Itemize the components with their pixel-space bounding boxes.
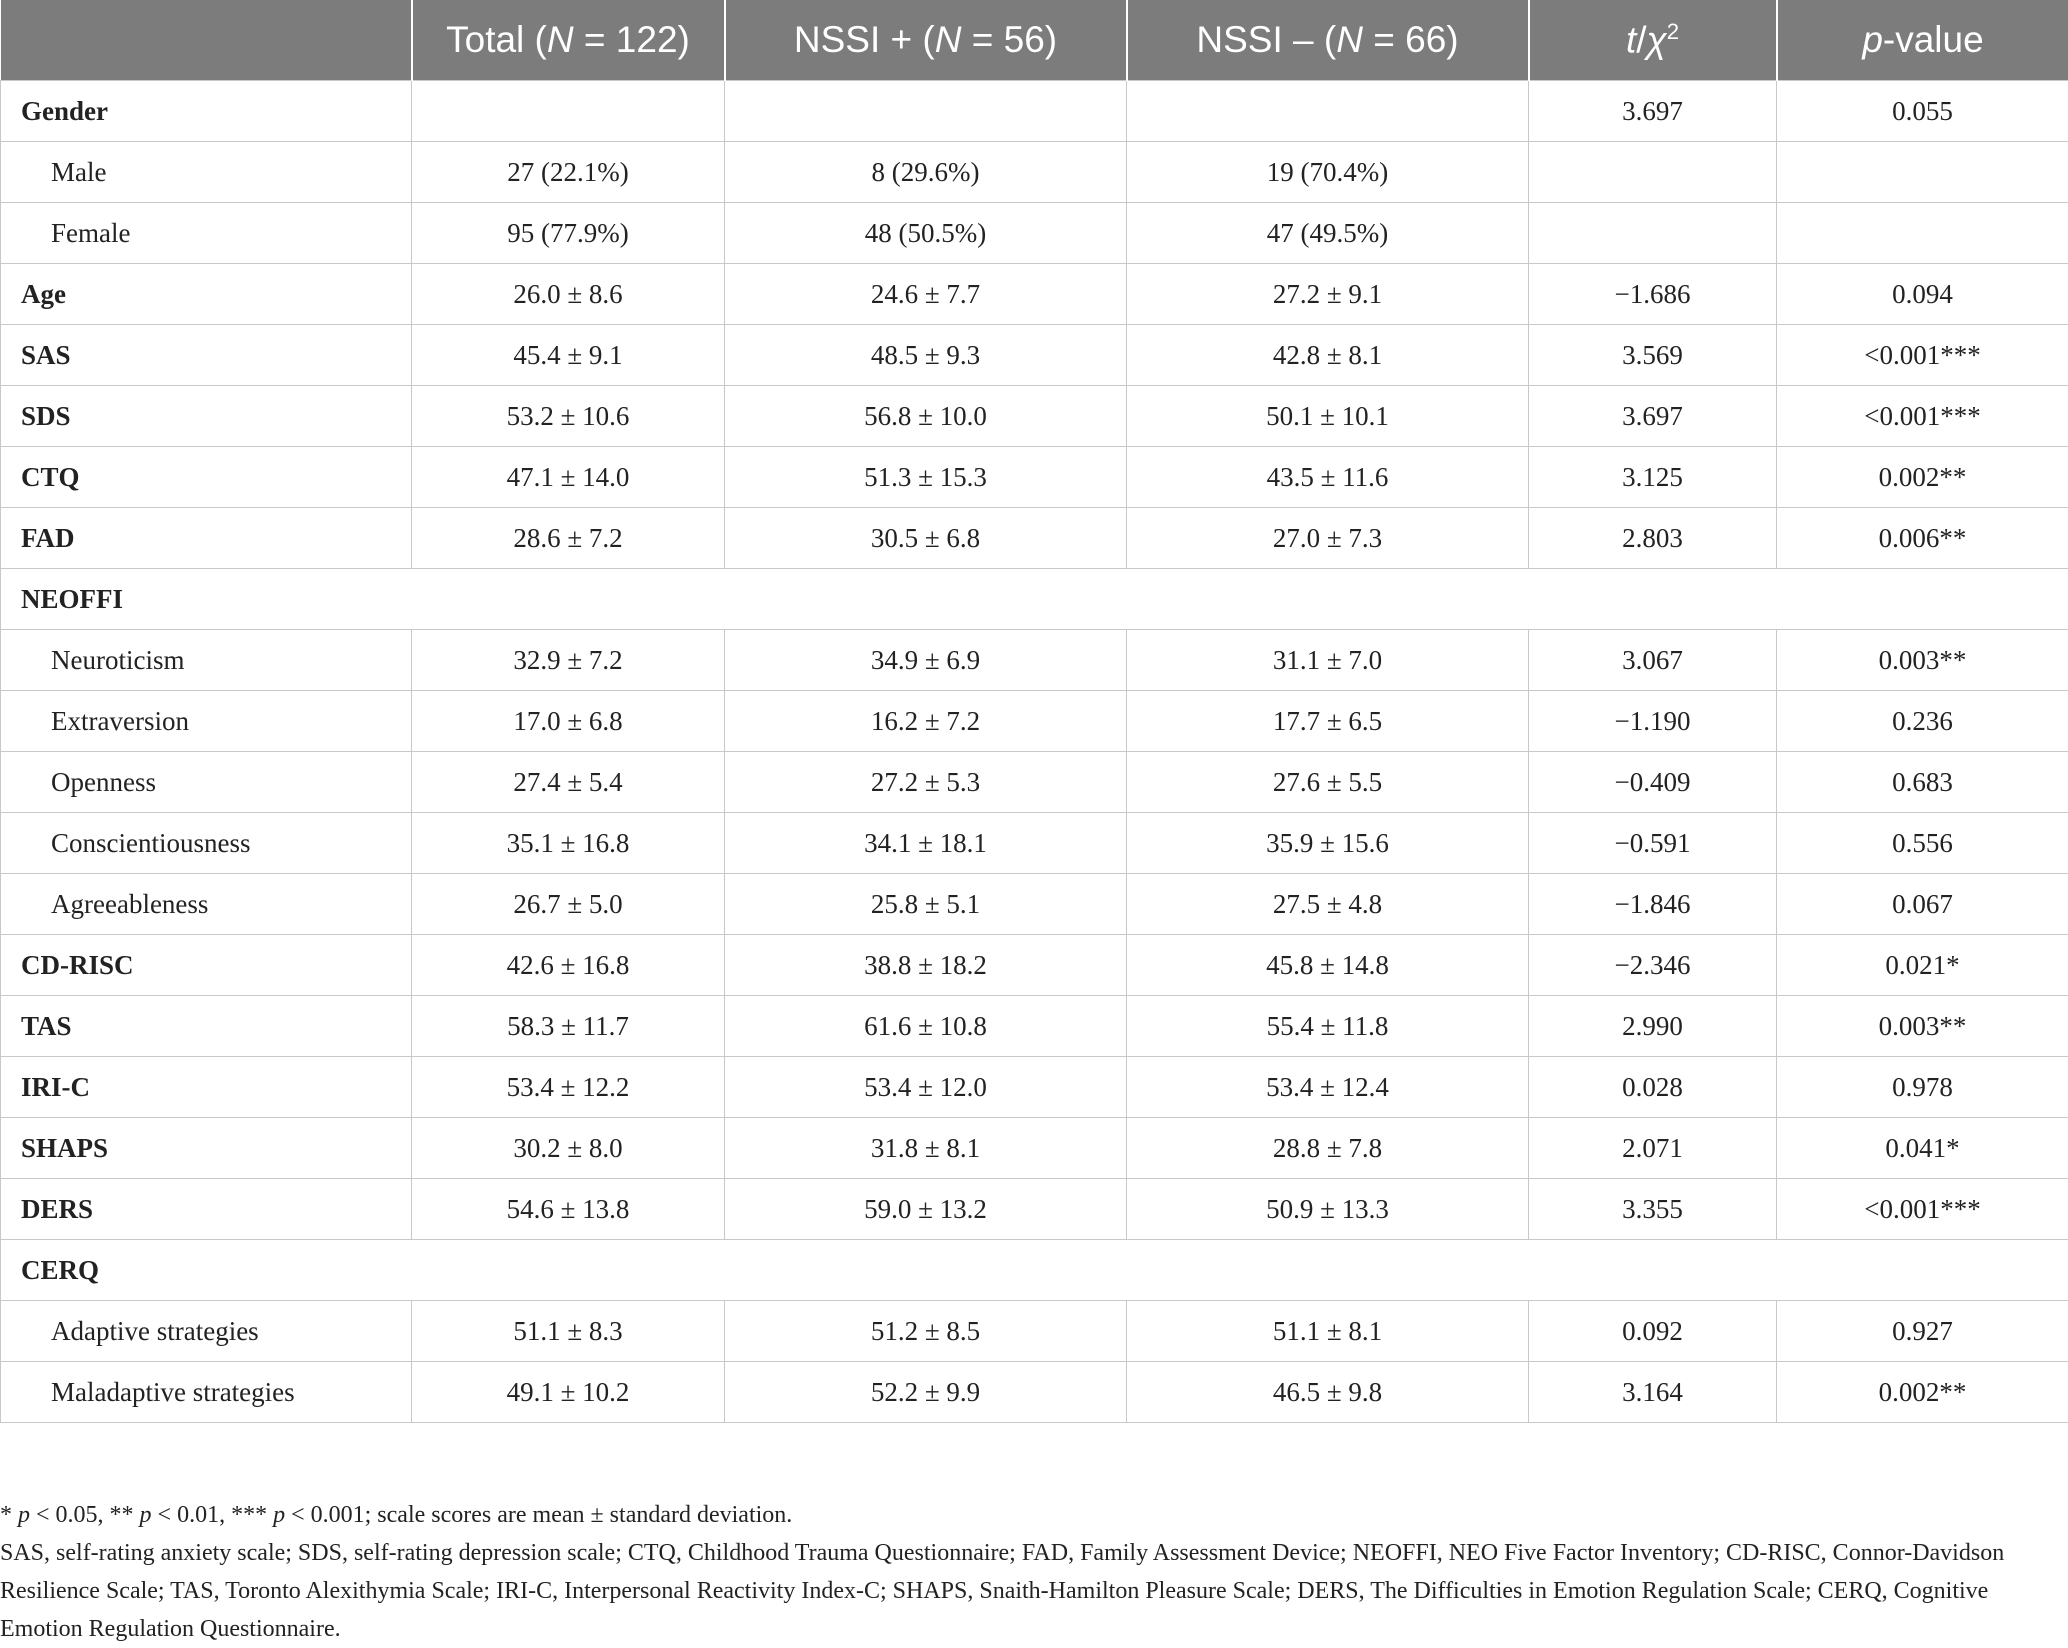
- cell-p-value: 0.002**: [1777, 1362, 2068, 1423]
- cell-total: 53.2 ± 10.6: [412, 386, 725, 447]
- cell-p-value: 0.041*: [1777, 1118, 2068, 1179]
- row-label: Female: [1, 203, 412, 264]
- row-label: Gender: [1, 81, 412, 142]
- cell-total: 17.0 ± 6.8: [412, 691, 725, 752]
- cell-nssi-minus: 45.8 ± 14.8: [1127, 935, 1529, 996]
- cell-statistic: [1529, 142, 1777, 203]
- cell-nssi-plus: 52.2 ± 9.9: [725, 1362, 1127, 1423]
- section-label: CERQ: [1, 1240, 412, 1301]
- table-row: [1, 1057, 2068, 1118]
- table-row: [1, 935, 2068, 996]
- cell-statistic: 3.355: [1529, 1179, 1777, 1240]
- cell-nssi-minus: 27.6 ± 5.5: [1127, 752, 1529, 813]
- cell-statistic: −0.591: [1529, 813, 1777, 874]
- cell-nssi-minus: 27.0 ± 7.3: [1127, 508, 1529, 569]
- cell-nssi-minus: [1127, 81, 1529, 142]
- row-label: FAD: [1, 508, 412, 569]
- abbreviations-note: SAS, self-rating anxiety scale; SDS, self-rating depression scale; CTQ, Childhood Trauma Questionnaire; FAD, Family Assessment Device; NEOFFI, NEO Five Factor Inventory; CD-RISC, Connor-Davidson Resilience Scale; TAS, Toronto Alexithymia Scale; IRI-C, Interpersonal Reactivity Index-C; SHAPS, Snaith-Hamilton Pleasure Scale; DERS, The Difficulties in Emotion Regulation Scale; CERQ, Cognitive Emotion Regulation Questionnaire.: [0, 1540, 2005, 1642]
- cell-p-value: 0.055: [1777, 81, 2068, 142]
- cell-total: 35.1 ± 16.8: [412, 813, 725, 874]
- table-row: [1, 1179, 2068, 1240]
- cell-p-value: 0.094: [1777, 264, 2068, 325]
- cell-p-value: [1777, 203, 2068, 264]
- cell-statistic: 3.697: [1529, 81, 1777, 142]
- cell-p-value: 0.021*: [1777, 935, 2068, 996]
- table-row: [1, 203, 2068, 264]
- cell-nssi-minus: 27.2 ± 9.1: [1127, 264, 1529, 325]
- cell-total: 47.1 ± 14.0: [412, 447, 725, 508]
- cell-nssi-minus: 42.8 ± 8.1: [1127, 325, 1529, 386]
- cell-nssi-plus: [725, 81, 1127, 142]
- cell-statistic: −2.346: [1529, 935, 1777, 996]
- cell-statistic: 0.092: [1529, 1301, 1777, 1362]
- cell-nssi-minus: 28.8 ± 7.8: [1127, 1118, 1529, 1179]
- cell-nssi-plus: 38.8 ± 18.2: [725, 935, 1127, 996]
- cell-p-value: 0.006**: [1777, 508, 2068, 569]
- row-label: Neuroticism: [1, 630, 412, 691]
- table-row: [1, 1362, 2068, 1423]
- header-variable: [1, 0, 412, 81]
- table-row: [1, 691, 2068, 752]
- table-row: [1, 1118, 2068, 1179]
- cell-statistic: 3.569: [1529, 325, 1777, 386]
- cell-nssi-plus: 53.4 ± 12.0: [725, 1057, 1127, 1118]
- cell-nssi-minus: 19 (70.4%): [1127, 142, 1529, 203]
- row-label: TAS: [1, 996, 412, 1057]
- cell-total: 58.3 ± 11.7: [412, 996, 725, 1057]
- table-row: [1, 874, 2068, 935]
- cell-statistic: 3.067: [1529, 630, 1777, 691]
- cell-nssi-plus: 51.3 ± 15.3: [725, 447, 1127, 508]
- cell-statistic: −1.846: [1529, 874, 1777, 935]
- cell-nssi-minus: 27.5 ± 4.8: [1127, 874, 1529, 935]
- cell-nssi-minus: 47 (49.5%): [1127, 203, 1529, 264]
- cell-nssi-minus: 31.1 ± 7.0: [1127, 630, 1529, 691]
- cell-total: 42.6 ± 16.8: [412, 935, 725, 996]
- cell-statistic: 2.803: [1529, 508, 1777, 569]
- cell-p-value: 0.003**: [1777, 630, 2068, 691]
- cell-statistic: [1529, 203, 1777, 264]
- table-row: [1, 1301, 2068, 1362]
- row-label: SAS: [1, 325, 412, 386]
- cell-total: 45.4 ± 9.1: [412, 325, 725, 386]
- row-label: Maladaptive strategies: [1, 1362, 412, 1423]
- cell-p-value: 0.683: [1777, 752, 2068, 813]
- cell-statistic: 3.697: [1529, 386, 1777, 447]
- table-row: [1, 264, 2068, 325]
- cell-nssi-plus: 59.0 ± 13.2: [725, 1179, 1127, 1240]
- table-row: [1, 813, 2068, 874]
- cell-statistic: −0.409: [1529, 752, 1777, 813]
- cell-nssi-plus: 61.6 ± 10.8: [725, 996, 1127, 1057]
- table-row: [1, 508, 2068, 569]
- cell-statistic: 0.028: [1529, 1057, 1777, 1118]
- row-label: CTQ: [1, 447, 412, 508]
- cell-p-value: <0.001***: [1777, 1179, 2068, 1240]
- cell-statistic: −1.686: [1529, 264, 1777, 325]
- cell-nssi-plus: 30.5 ± 6.8: [725, 508, 1127, 569]
- cell-total: 26.7 ± 5.0: [412, 874, 725, 935]
- cell-total: 54.6 ± 13.8: [412, 1179, 725, 1240]
- cell-nssi-minus: 50.9 ± 13.3: [1127, 1179, 1529, 1240]
- row-label: Conscientiousness: [1, 813, 412, 874]
- section-spacer: [412, 1240, 2068, 1301]
- row-label: CD-RISC: [1, 935, 412, 996]
- row-label: Openness: [1, 752, 412, 813]
- cell-nssi-plus: 25.8 ± 5.1: [725, 874, 1127, 935]
- row-label: IRI-C: [1, 1057, 412, 1118]
- cell-nssi-plus: 16.2 ± 7.2: [725, 691, 1127, 752]
- header-row: [1, 0, 2068, 81]
- header-total: Total (N = 122): [412, 0, 725, 81]
- table-row: [1, 142, 2068, 203]
- row-label: Extraversion: [1, 691, 412, 752]
- cell-p-value: 0.002**: [1777, 447, 2068, 508]
- header-nssi-plus: NSSI + (N = 56): [725, 0, 1127, 81]
- cell-nssi-minus: 55.4 ± 11.8: [1127, 996, 1529, 1057]
- cell-p-value: <0.001***: [1777, 386, 2068, 447]
- cell-p-value: 0.978: [1777, 1057, 2068, 1118]
- table-header: [1, 0, 2068, 81]
- cell-nssi-plus: 56.8 ± 10.0: [725, 386, 1127, 447]
- table-section-row: [1, 569, 2068, 630]
- cell-statistic: 2.990: [1529, 996, 1777, 1057]
- cell-total: 27 (22.1%): [412, 142, 725, 203]
- row-label: Agreeableness: [1, 874, 412, 935]
- cell-p-value: 0.236: [1777, 691, 2068, 752]
- row-label: SHAPS: [1, 1118, 412, 1179]
- cell-nssi-plus: 27.2 ± 5.3: [725, 752, 1127, 813]
- cell-nssi-plus: 48 (50.5%): [725, 203, 1127, 264]
- table-row: [1, 447, 2068, 508]
- row-label: Male: [1, 142, 412, 203]
- cell-total: 95 (77.9%): [412, 203, 725, 264]
- cell-nssi-minus: 51.1 ± 8.1: [1127, 1301, 1529, 1362]
- table-row: [1, 386, 2068, 447]
- cell-nssi-plus: 34.9 ± 6.9: [725, 630, 1127, 691]
- cell-p-value: <0.001***: [1777, 325, 2068, 386]
- cell-total: 27.4 ± 5.4: [412, 752, 725, 813]
- table-section-row: [1, 1240, 2068, 1301]
- cell-statistic: 3.164: [1529, 1362, 1777, 1423]
- table-body: [1, 81, 2068, 1423]
- significance-note: * p < 0.05, ** p < 0.01, *** p < 0.001; scale scores are mean ± standard deviation.: [0, 1502, 793, 1528]
- cell-total: 28.6 ± 7.2: [412, 508, 725, 569]
- row-label: SDS: [1, 386, 412, 447]
- table-row: [1, 630, 2068, 691]
- cell-total: 49.1 ± 10.2: [412, 1362, 725, 1423]
- cell-nssi-minus: 46.5 ± 9.8: [1127, 1362, 1529, 1423]
- table-footnotes: [0, 1496, 2050, 1648]
- cell-nssi-minus: 43.5 ± 11.6: [1127, 447, 1529, 508]
- cell-nssi-plus: 8 (29.6%): [725, 142, 1127, 203]
- header-nssi-minus: NSSI – (N = 66): [1127, 0, 1529, 81]
- row-label: DERS: [1, 1179, 412, 1240]
- cell-p-value: [1777, 142, 2068, 203]
- row-label: Age: [1, 264, 412, 325]
- cell-total: 51.1 ± 8.3: [412, 1301, 725, 1362]
- header-statistic: $t/\chi^2$: [1529, 0, 1777, 81]
- cell-nssi-plus: 34.1 ± 18.1: [725, 813, 1127, 874]
- cell-statistic: 3.125: [1529, 447, 1777, 508]
- section-label: NEOFFI: [1, 569, 412, 630]
- cell-statistic: 2.071: [1529, 1118, 1777, 1179]
- header-p-value: p-value: [1777, 0, 2068, 81]
- cell-nssi-minus: 50.1 ± 10.1: [1127, 386, 1529, 447]
- cell-nssi-minus: 53.4 ± 12.4: [1127, 1057, 1529, 1118]
- cell-statistic: −1.190: [1529, 691, 1777, 752]
- cell-total: [412, 81, 725, 142]
- table-row: [1, 325, 2068, 386]
- cell-nssi-plus: 51.2 ± 8.5: [725, 1301, 1127, 1362]
- section-spacer: [412, 569, 2068, 630]
- cell-total: 32.9 ± 7.2: [412, 630, 725, 691]
- cell-nssi-plus: 48.5 ± 9.3: [725, 325, 1127, 386]
- table-row: [1, 752, 2068, 813]
- cell-p-value: 0.556: [1777, 813, 2068, 874]
- cell-p-value: 0.067: [1777, 874, 2068, 935]
- cell-nssi-minus: 35.9 ± 15.6: [1127, 813, 1529, 874]
- row-label: Adaptive strategies: [1, 1301, 412, 1362]
- cell-nssi-minus: 17.7 ± 6.5: [1127, 691, 1529, 752]
- cell-total: 53.4 ± 12.2: [412, 1057, 725, 1118]
- cell-p-value: 0.927: [1777, 1301, 2068, 1362]
- cell-p-value: 0.003**: [1777, 996, 2068, 1057]
- table-row: [1, 996, 2068, 1057]
- cell-nssi-plus: 31.8 ± 8.1: [725, 1118, 1127, 1179]
- cell-total: 26.0 ± 8.6: [412, 264, 725, 325]
- table-row: [1, 81, 2068, 142]
- cell-total: 30.2 ± 8.0: [412, 1118, 725, 1179]
- cell-nssi-plus: 24.6 ± 7.7: [725, 264, 1127, 325]
